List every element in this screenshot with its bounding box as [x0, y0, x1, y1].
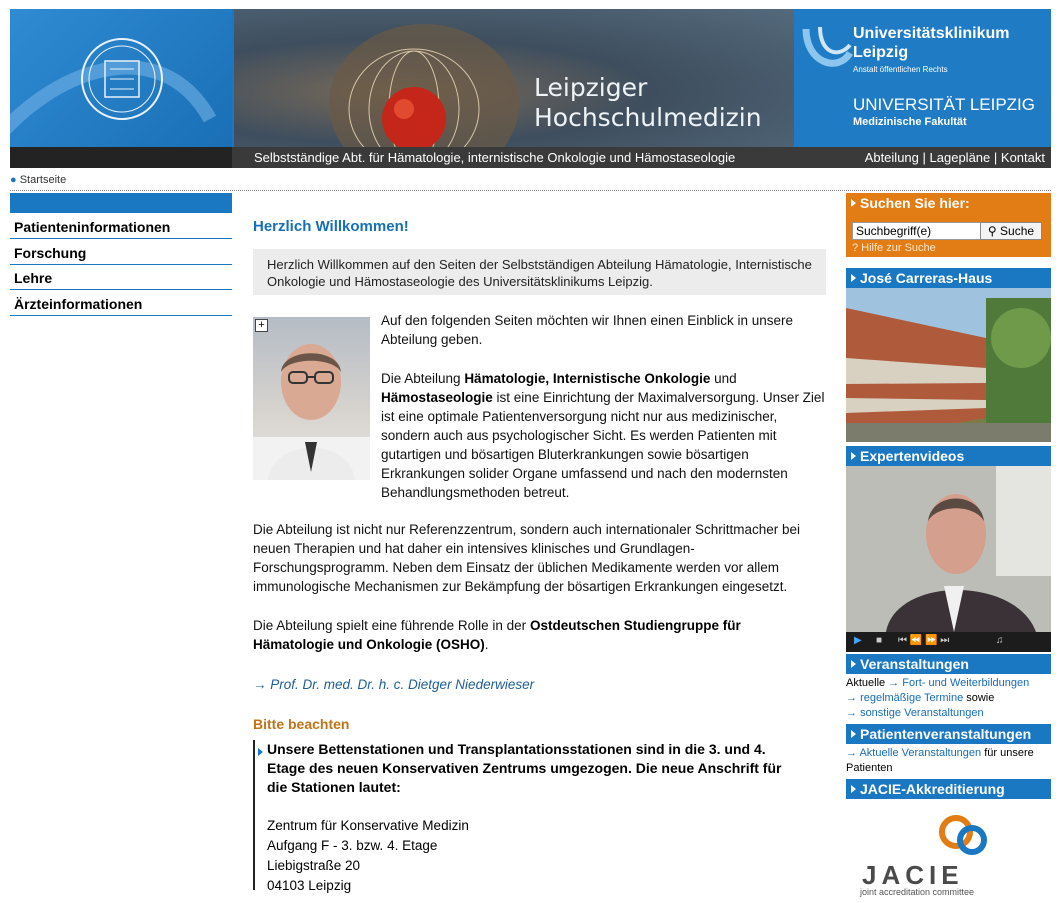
address-block	[267, 816, 469, 896]
nav-header	[10, 193, 232, 213]
text-run: Die Abteilung	[381, 371, 465, 386]
link-arrow-icon: →	[846, 707, 857, 719]
bold-hemostaseology: Hämostaseologie	[381, 390, 493, 405]
search-panel	[846, 213, 1051, 257]
header-title-line1: Leipziger	[534, 73, 648, 102]
triangle-icon	[851, 660, 856, 668]
link-lageplaene[interactable]: Lagepläne	[929, 150, 991, 165]
link-arrow-icon: →	[846, 692, 857, 704]
header-title-line2: Hochschulmedizin	[534, 103, 762, 132]
search-button[interactable]	[980, 222, 1042, 240]
banner-photo	[234, 9, 794, 147]
videos-title: Expertenvideos	[860, 448, 965, 464]
jacie-title: JACIE-Akkreditierung	[860, 781, 1005, 797]
search-help-link[interactable]: ? Hilfe zur Suche	[852, 242, 936, 254]
link-kontakt[interactable]: Kontakt	[1000, 150, 1045, 165]
text-run: .	[484, 637, 489, 652]
address-line: Liebigstraße 20	[267, 858, 361, 873]
search-input[interactable]	[852, 222, 984, 240]
patient-events-header[interactable]	[846, 724, 1051, 744]
title-bar-left	[10, 147, 232, 168]
doctor-portrait[interactable]	[253, 317, 370, 480]
jacie-header[interactable]	[846, 779, 1051, 799]
stop-icon[interactable]: ■	[876, 635, 883, 646]
university-seal-area[interactable]	[10, 9, 232, 147]
site-header	[10, 9, 1051, 147]
volume-icon[interactable]: ♫	[996, 635, 1004, 646]
events-aktuelle: Aktuelle	[846, 677, 886, 689]
address-line: 04103 Leipzig	[267, 878, 352, 893]
notice-text: Unsere Bettenstationen und Transplantationsstationen sind in die 3. und 4. Etage des neuen Konservativen Zentrums umgezogen. Die neue Anschrift für die Stationen lautet:	[267, 741, 782, 795]
events-sowie: sowie	[966, 692, 995, 704]
search-button-label: Suche	[1000, 224, 1035, 238]
videos-header[interactable]	[846, 446, 1051, 466]
expert-video-player[interactable]	[846, 466, 1051, 652]
breadcrumb-divider	[10, 190, 1051, 191]
events-header[interactable]	[846, 654, 1051, 674]
patient-events-title: Patientenveranstaltungen	[860, 726, 1032, 742]
brand-subline: Anstalt öffentlichen Rechts	[853, 65, 948, 74]
video-controls[interactable]	[846, 632, 1051, 652]
faculty-name: Medizinische Fakultät	[853, 116, 967, 128]
brand-area[interactable]	[794, 9, 1051, 147]
professor-link-label: Prof. Dr. med. Dr. h. c. Dietger Niederwieser	[270, 677, 535, 692]
university-name: UNIVERSITÄT LEIPZIG	[853, 95, 1036, 114]
nav-item-lehre[interactable]	[10, 265, 232, 290]
brand-line1: Universitätsklinikum	[853, 25, 1010, 42]
address-line: Aufgang F - 3. bzw. 4. Etage	[267, 838, 438, 853]
title-bar	[10, 147, 1051, 168]
jacie-logo-text: JACIE	[862, 860, 964, 890]
research-paragraph: Die Abteilung ist nicht nur Referenzzentrum, sondern auch internationaler Schrittmacher bei neuen Therapien und hat daher ein intensives klinisches und Grundlagen-Forschungsprogramm. Neben dem Einsatz der üblichen Medikamente werden vor allem immunologische Mechanismen zur Bekämpfung der bösartigen Erkrankungen eingesetzt.	[253, 522, 801, 594]
events-text	[846, 676, 1051, 721]
nav-item-patienteninformationen[interactable]	[10, 214, 232, 239]
triangle-icon	[851, 199, 856, 207]
person-icon: ●	[10, 174, 17, 186]
top-links	[865, 150, 1045, 165]
notice-heading: Bitte beachten	[253, 716, 350, 732]
triangle-icon	[851, 730, 856, 738]
triangle-icon	[258, 744, 267, 759]
text-run: und	[710, 371, 737, 386]
triangle-icon	[851, 452, 856, 460]
triangle-icon	[851, 785, 856, 793]
notice-box	[253, 740, 815, 893]
search-header	[846, 193, 1051, 213]
nav-item-label: Forschung	[14, 245, 87, 261]
magnifier-icon: ⚲	[987, 224, 997, 238]
description-paragraph	[381, 369, 827, 502]
jacie-subtext: joint accreditation committee	[860, 887, 975, 897]
page-title: Herzlich Willkommen!	[253, 218, 409, 235]
skip-icons[interactable]: ⏮ ⏪ ⏩ ⏭	[898, 635, 950, 646]
patient-events-rest: für unsere Patienten	[846, 747, 1034, 774]
link-arrow-icon: →	[253, 677, 267, 692]
play-icon[interactable]: ▶	[854, 635, 862, 646]
intro-paragraph: Auf den folgenden Seiten möchten wir Ihnen einen Einblick in unsere Abteilung geben.	[381, 313, 794, 347]
events-sonstige-link[interactable]: sonstige Veranstaltungen	[860, 707, 984, 719]
professor-link[interactable]	[253, 677, 534, 692]
video-frame-image	[846, 466, 1051, 632]
events-regel-link[interactable]: regelmäßige Termine	[860, 692, 964, 704]
department-title: Selbstständige Abt. für Hämatologie, internistische Onkologie und Hämostaseologie	[254, 150, 736, 165]
text-run: ,	[545, 371, 553, 386]
link-arrow-icon: →	[888, 677, 900, 689]
welcome-text: Herzlich Willkommen auf den Seiten der Selbstständigen Abteilung Hämatologie, Internistische Onkologie und Hämostaseologie des Universitätsklinikums Leipzig.	[267, 257, 812, 289]
portrait-image	[253, 317, 370, 480]
breadcrumb-home[interactable]: Startseite	[19, 174, 67, 186]
triangle-icon	[851, 274, 856, 282]
university-seal-icon	[10, 9, 232, 147]
carreras-title: José Carreras-Haus	[860, 270, 993, 286]
building-image	[846, 288, 1051, 442]
patient-events-link[interactable]: Aktuelle Veranstaltungen	[859, 747, 982, 759]
events-title: Veranstaltungen	[860, 656, 969, 672]
nav-item-aerzteinformationen[interactable]	[10, 291, 232, 316]
jacie-logo[interactable]	[846, 810, 1051, 900]
nav-item-label: Lehre	[14, 270, 53, 286]
carreras-header[interactable]	[846, 268, 1051, 288]
address-line: Zentrum für Konservative Medizin	[267, 818, 469, 833]
patient-events-text	[846, 746, 1051, 776]
welcome-box	[253, 249, 826, 295]
nav-item-forschung[interactable]	[10, 240, 232, 265]
events-fort-link[interactable]: Fort- und Weiterbildungen	[902, 677, 1030, 689]
text-run: ist eine Einrichtung der Maximalversorgung. Unser Ziel ist eine optimale Patientenversorgung nicht nur aus medizinischer, sondern auch aus psychologischer Sicht. Es werden Patienten mit gutartigen und bösartigen Bluterkrankungen sowie bösartigen Erkrankungen solider Organe umfassend und nach den modernsten Behandlungsmethoden betreut.	[381, 390, 825, 500]
nav-item-label: Patienteninformationen	[14, 219, 171, 235]
link-separator: |	[922, 150, 926, 165]
bold-hematology: Hämatologie	[464, 371, 546, 386]
osho-paragraph	[253, 616, 793, 654]
brand-line2: Leipzig	[853, 44, 909, 61]
bold-oncology: Internistische Onkologie	[552, 371, 711, 386]
link-arrow-icon: →	[846, 747, 857, 759]
clinic-logo-icon	[798, 23, 854, 79]
search-title: Suchen Sie hier:	[860, 195, 970, 211]
link-abteilung[interactable]: Abteilung	[864, 150, 919, 165]
nav-item-label: Ärzteinformationen	[14, 296, 143, 312]
bold-osho: Ostdeutschen Studiengruppe für Hämatologie und Onkologie (OSHO)	[253, 618, 741, 652]
text-run: Die Abteilung spielt eine führende Rolle in der	[253, 618, 530, 633]
expand-icon[interactable]: +	[255, 319, 268, 332]
breadcrumb	[10, 174, 66, 186]
carreras-house-image[interactable]	[846, 288, 1051, 442]
link-separator: |	[993, 150, 998, 165]
